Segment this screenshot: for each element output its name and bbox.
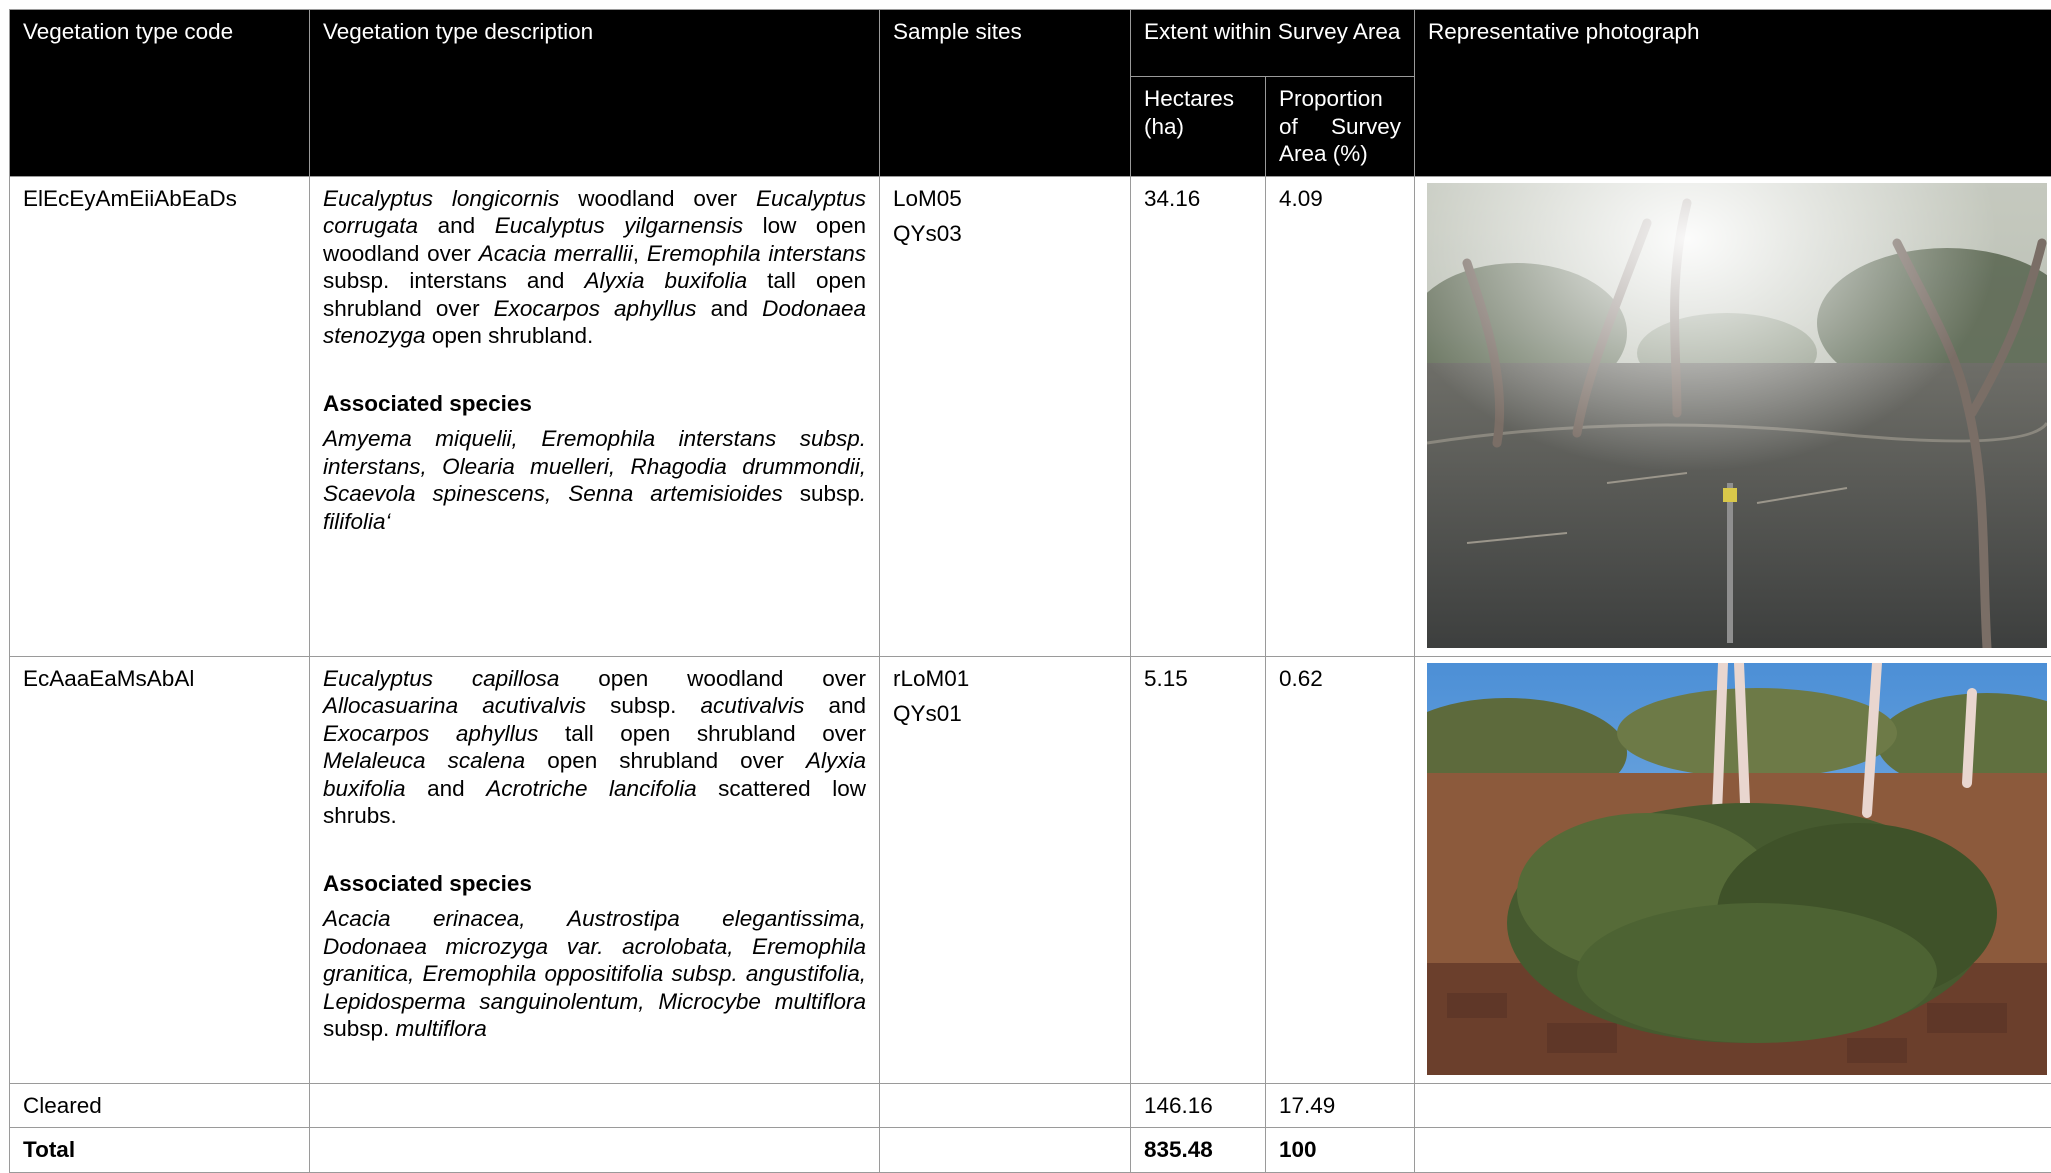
veg-code: EcAaaEaMsAbAl (10, 656, 310, 1083)
sample-site: QYs03 (893, 220, 1117, 248)
total-hectares: 835.48 (1131, 1128, 1266, 1173)
total-label: Total (10, 1128, 310, 1173)
total-proportion: 100 (1266, 1128, 1415, 1173)
proportion-value: 0.62 (1266, 656, 1415, 1083)
hectares-value: 34.16 (1131, 176, 1266, 656)
sample-site: LoM05 (893, 185, 1117, 213)
header-extent: Extent within Survey Area (1131, 10, 1415, 77)
vegetation-table (9, 9, 2051, 1173)
proportion-value: 4.09 (1266, 176, 1415, 656)
header-sample-sites: Sample sites (880, 10, 1131, 177)
associated-species-list: Amyema miquelii, Eremophila interstans subsp. interstans, Olearia muelleri, Rhagodia drummondii, Scaevola spinescens, Senna artemisioides subsp. filifolia‘ (323, 425, 866, 535)
cleared-hectares: 146.16 (1131, 1083, 1266, 1128)
header-code: Vegetation type code (10, 10, 310, 177)
associated-species-heading: Associated species (323, 390, 866, 418)
veg-description: Eucalyptus longicornis woodland over Eucalyptus corrugata and Eucalyptus yilgarnensis low open woodland over Acacia merrallii, Eremophila interstans subsp. interstans and Alyxia buxifolia tall open shrubland over Exocarpos aphyllus and Dodonaea stenozyga open shrubland. (323, 185, 866, 350)
cleared-proportion: 17.49 (1266, 1083, 1415, 1128)
woodland-photo-image (1427, 183, 2047, 648)
table-row (10, 656, 2051, 1083)
sample-site: QYs01 (893, 700, 1117, 728)
header-photo: Representative photograph (1415, 10, 2051, 177)
header-hectares: Hectares (ha) (1131, 77, 1266, 177)
hectares-value: 5.15 (1131, 656, 1266, 1083)
shrubland-photo-image (1427, 663, 2047, 1075)
table-row (10, 1083, 2051, 1128)
cleared-label: Cleared (10, 1083, 310, 1128)
header-description: Vegetation type description (310, 10, 880, 177)
table-row (10, 176, 2051, 656)
header-proportion: Proportion of Survey Area (%) (1266, 77, 1415, 177)
table-row (10, 1128, 2051, 1173)
associated-species-heading: Associated species (323, 870, 866, 898)
associated-species-list: Acacia erinacea, Austrostipa elegantissima, Dodonaea microzyga var. acrolobata, Eremophila granitica, Eremophila oppositifolia subsp. angustifolia, Lepidosperma sanguinolentum, Microcybe multiflora subsp. multiflora (323, 905, 866, 1043)
shrubland-photo (1427, 663, 2051, 1075)
sample-site: rLoM01 (893, 665, 1117, 693)
veg-description: Eucalyptus capillosa open woodland over Allocasuarina acutivalvis subsp. acutivalvis and Exocarpos aphyllus tall open shrubland over Melaleuca scalena open shrubland over Alyxia buxifolia and Acrotriche lancifolia scattered low shrubs. (323, 665, 866, 830)
woodland-photo (1427, 183, 2051, 648)
veg-code: ElEcEyAmEiiAbEaDs (10, 176, 310, 656)
